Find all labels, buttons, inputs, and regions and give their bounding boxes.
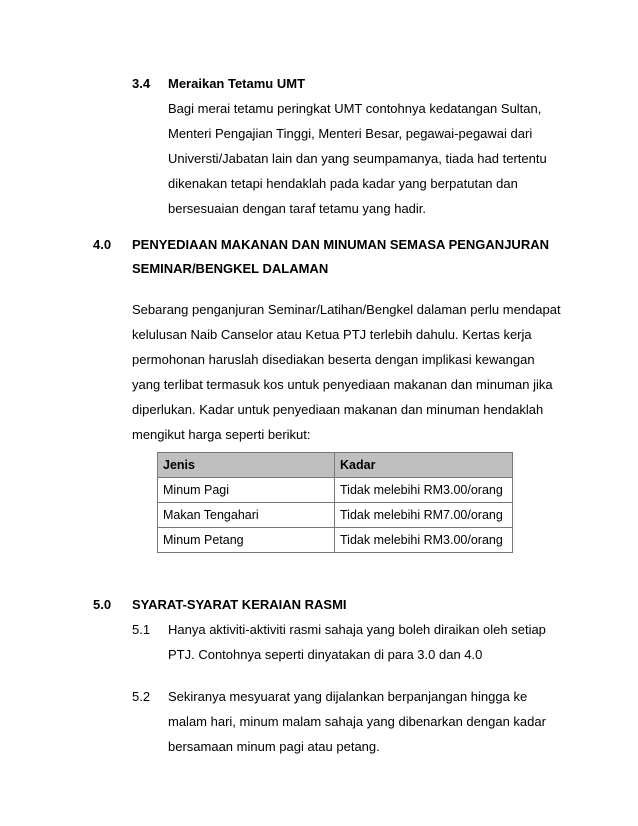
section-title-5-0: SYARAT-SYARAT KERAIAN RASMI (132, 597, 347, 612)
section-number-5-0: 5.0 (93, 597, 112, 612)
table-cell: Tidak melebihi RM7.00/orang (335, 503, 513, 528)
paragraph-line: bersesuaian dengan taraf tetamu yang hadir. (168, 201, 427, 216)
paragraph-line: Menteri Pengajian Tinggi, Menteri Besar, pegawai-pegawai dari (168, 126, 533, 141)
paragraph-line: malam hari, minum malam sahaja yang dibenarkan dengan kadar (168, 714, 546, 729)
table-cell: Tidak melebihi RM3.00/orang (335, 528, 513, 553)
table-header-jenis: Jenis (158, 453, 335, 478)
table-cell: Minum Pagi (158, 478, 335, 503)
section-title-3-4: Meraikan Tetamu UMT (168, 76, 306, 91)
table-row (158, 503, 513, 528)
paragraph-line: yang terlibat termasuk kos untuk penyediaan makanan dan minuman jika (132, 377, 553, 392)
paragraph-line: Sekiranya mesyuarat yang dijalankan berpanjangan hingga ke (168, 689, 528, 704)
rates-table (157, 452, 513, 553)
paragraph-line: Sebarang penganjuran Seminar/Latihan/Bengkel dalaman perlu mendapat (132, 302, 561, 317)
paragraph-line: mengikut harga seperti berikut: (132, 427, 311, 442)
section-title-4-0-line2: SEMINAR/BENGKEL DALAMAN (132, 261, 329, 276)
paragraph-line: Bagi merai tetamu peringkat UMT contohnya kedatangan Sultan, (168, 101, 542, 116)
paragraph-line: permohonan haruslah disediakan beserta dengan implikasi kewangan (132, 352, 535, 367)
paragraph-line: bersamaan minum pagi atau petang. (168, 739, 380, 754)
section-title-4-0-line1: PENYEDIAAN MAKANAN DAN MINUMAN SEMASA PENGANJURAN (132, 237, 549, 252)
paragraph-line: Universti/Jabatan lain dan yang seumpamanya, tiada had tertentu (168, 151, 547, 166)
paragraph-line: kelulusan Naib Canselor atau Ketua PTJ terlebih dahulu. Kertas kerja (132, 327, 532, 342)
table-row (158, 478, 513, 503)
table-cell: Minum Petang (158, 528, 335, 553)
paragraph-line: diperlukan. Kadar untuk penyediaan makanan dan minuman hendaklah (132, 402, 544, 417)
paragraph-line: PTJ. Contohnya seperti dinyatakan di para 3.0 dan 4.0 (168, 647, 483, 662)
paragraph-line: dikenakan tetapi hendaklah pada kadar yang berpatutan dan (168, 176, 518, 191)
subsection-number-5-2: 5.2 (132, 689, 151, 704)
table-row (158, 528, 513, 553)
paragraph-line: Hanya aktiviti-aktiviti rasmi sahaja yang boleh diraikan oleh setiap (168, 622, 546, 637)
section-number-3-4: 3.4 (132, 76, 151, 91)
section-number-4-0: 4.0 (93, 237, 112, 252)
table-header-row (158, 453, 513, 478)
subsection-number-5-1: 5.1 (132, 622, 151, 637)
table-cell: Makan Tengahari (158, 503, 335, 528)
table-cell: Tidak melebihi RM3.00/orang (335, 478, 513, 503)
table-header-kadar: Kadar (335, 453, 513, 478)
